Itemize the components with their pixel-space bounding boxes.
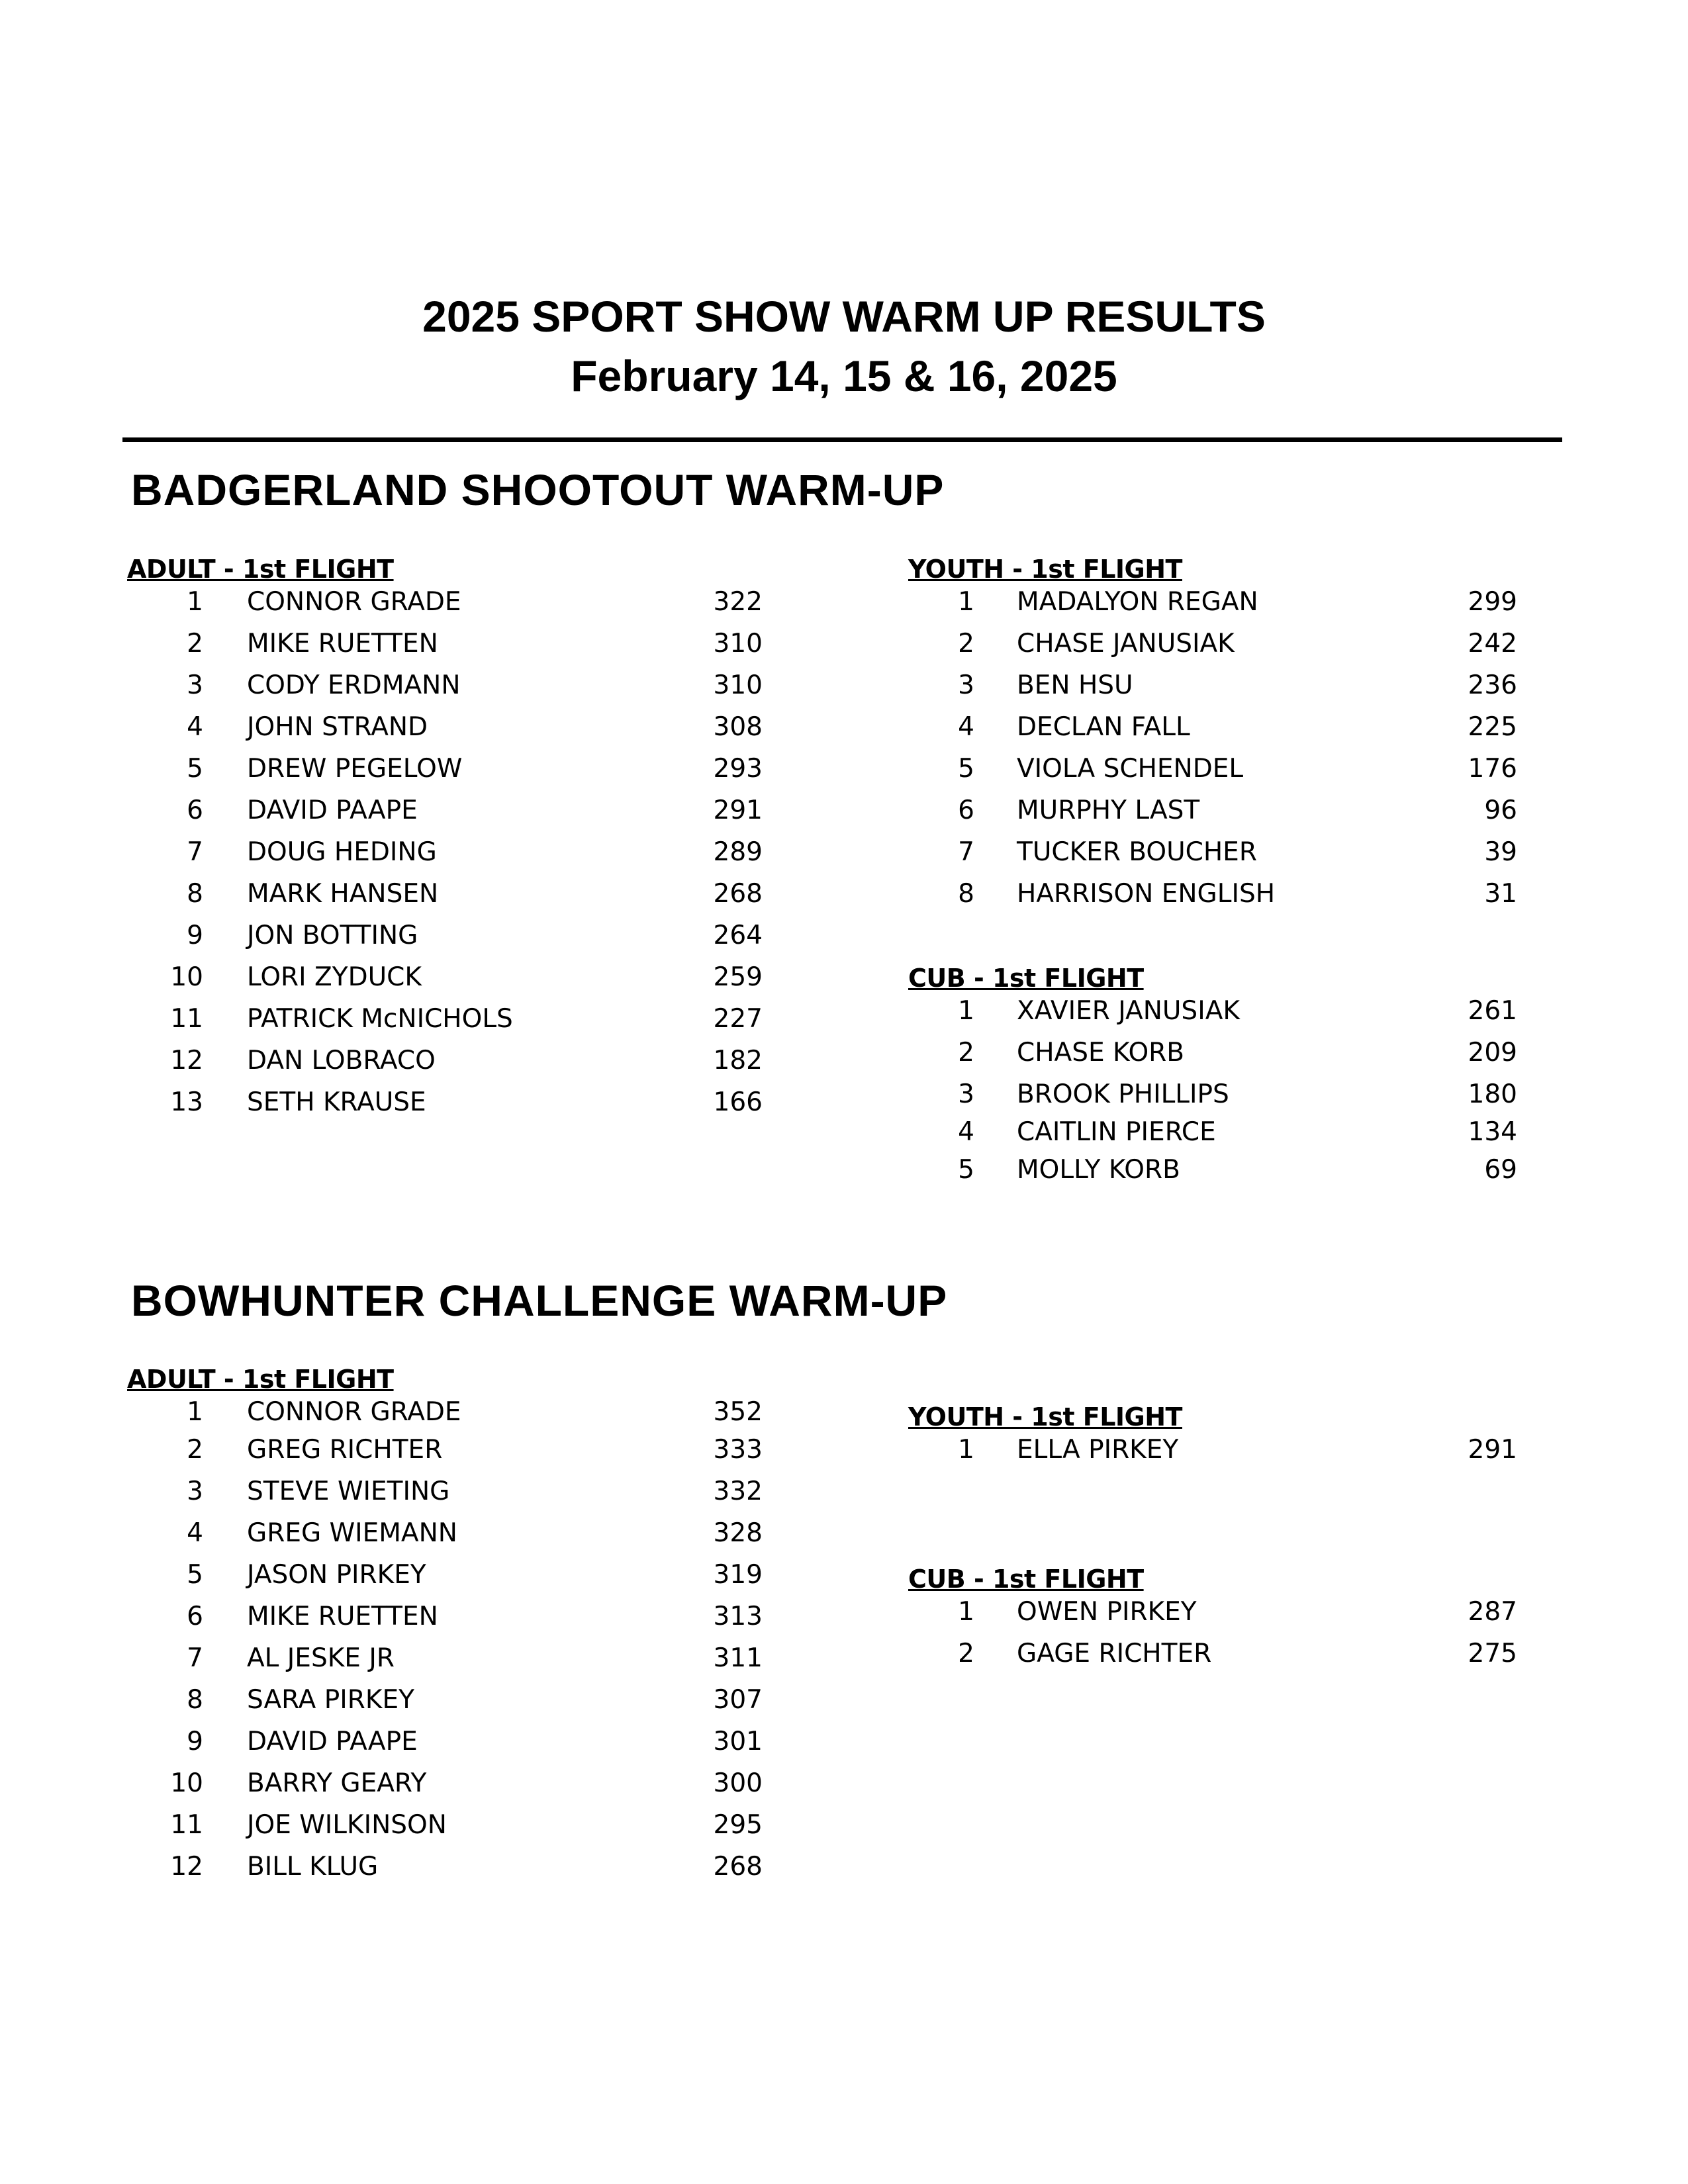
result-row <box>127 1767 763 1809</box>
archer-name: MARK HANSEN <box>247 879 439 909</box>
archer-name: GREG WIEMANN <box>247 1518 457 1548</box>
result-row <box>908 1433 1530 1475</box>
archer-name: CONNOR GRADE <box>247 1397 461 1427</box>
rank: 4 <box>958 1117 974 1147</box>
archer-name: MIKE RUETTEN <box>247 629 438 659</box>
result-row <box>908 1116 1530 1154</box>
rank: 2 <box>958 629 974 659</box>
archer-name: SARA PIRKEY <box>247 1685 414 1715</box>
rank: 9 <box>187 921 203 950</box>
score: 319 <box>713 1560 763 1590</box>
result-row <box>908 586 1530 627</box>
result-row <box>127 711 763 752</box>
rank: 3 <box>958 1079 974 1109</box>
result-row <box>908 1036 1530 1078</box>
rank: 8 <box>958 879 974 909</box>
rank: 5 <box>958 1155 974 1185</box>
rank: 4 <box>187 1518 203 1548</box>
score: 134 <box>1468 1117 1517 1147</box>
result-row <box>908 1596 1530 1637</box>
score: 236 <box>1468 670 1517 700</box>
archer-name: MURPHY LAST <box>1017 796 1200 825</box>
result-row <box>127 878 763 919</box>
archer-name: BROOK PHILLIPS <box>1017 1079 1229 1109</box>
badgerland-adult-list <box>127 553 763 1128</box>
result-row <box>908 752 1530 794</box>
rank: 3 <box>187 670 203 700</box>
bowhunter-adult-list <box>127 1363 763 1892</box>
rank: 12 <box>170 1852 203 1882</box>
result-row <box>908 995 1530 1036</box>
result-row <box>127 1475 763 1517</box>
rank: 11 <box>170 1810 203 1840</box>
rank: 1 <box>958 587 974 617</box>
score: 166 <box>713 1087 763 1117</box>
archer-name: SETH KRAUSE <box>247 1087 426 1117</box>
archer-name: JOE WILKINSON <box>247 1810 447 1840</box>
rank: 6 <box>187 1602 203 1631</box>
flight-heading: YOUTH - 1st FLIGHT <box>908 555 1182 584</box>
score: 261 <box>1468 996 1517 1026</box>
rank: 8 <box>187 879 203 909</box>
archer-name: CHASE JANUSIAK <box>1017 629 1235 659</box>
flight-heading: CUB - 1st FLIGHT <box>908 1565 1144 1594</box>
section-title-bowhunter: BOWHUNTER CHALLENGE WARM-UP <box>131 1276 948 1325</box>
score: 333 <box>713 1435 763 1465</box>
rank: 2 <box>187 629 203 659</box>
result-row <box>127 586 763 627</box>
rank: 2 <box>958 1038 974 1068</box>
rank: 1 <box>958 996 974 1026</box>
page-subtitle: February 14, 15 & 16, 2025 <box>571 351 1117 400</box>
rank: 9 <box>187 1727 203 1756</box>
score: 209 <box>1468 1038 1517 1068</box>
archer-name: JON BOTTING <box>247 921 418 950</box>
score: 268 <box>713 1852 763 1882</box>
result-row <box>127 752 763 794</box>
score: 308 <box>713 712 763 742</box>
score: 180 <box>1468 1079 1517 1109</box>
score: 291 <box>1468 1435 1517 1465</box>
score: 295 <box>713 1810 763 1840</box>
result-row <box>127 669 763 711</box>
score: 313 <box>713 1602 763 1631</box>
rank: 7 <box>187 837 203 867</box>
score: 322 <box>713 587 763 617</box>
score: 328 <box>713 1518 763 1548</box>
score: 264 <box>713 921 763 950</box>
archer-name: OWEN PIRKEY <box>1017 1597 1197 1627</box>
archer-name: AL JESKE JR <box>247 1643 395 1673</box>
result-row <box>127 1003 763 1044</box>
rank: 7 <box>187 1643 203 1673</box>
result-row <box>127 1850 763 1892</box>
rank: 6 <box>187 796 203 825</box>
result-row <box>908 669 1530 711</box>
archer-name: MIKE RUETTEN <box>247 1602 438 1631</box>
score: 227 <box>713 1004 763 1034</box>
archer-name: CODY ERDMANN <box>247 670 461 700</box>
archer-name: DAVID PAAPE <box>247 796 418 825</box>
result-row <box>908 711 1530 752</box>
result-row <box>127 1396 763 1433</box>
result-row <box>908 794 1530 836</box>
rank: 3 <box>958 670 974 700</box>
result-row <box>127 1725 763 1767</box>
score: 332 <box>713 1477 763 1506</box>
result-row <box>908 627 1530 669</box>
archer-name: TUCKER BOUCHER <box>1017 837 1257 867</box>
rank: 1 <box>958 1435 974 1465</box>
result-row <box>908 836 1530 878</box>
score: 301 <box>713 1727 763 1756</box>
score: 39 <box>1484 837 1517 867</box>
rank: 8 <box>187 1685 203 1715</box>
archer-name: BARRY GEARY <box>247 1768 427 1798</box>
score: 268 <box>713 879 763 909</box>
score: 310 <box>713 670 763 700</box>
archer-name: BILL KLUG <box>247 1852 379 1882</box>
rank: 13 <box>170 1087 203 1117</box>
result-row <box>908 1078 1530 1116</box>
archer-name: DAN LOBRACO <box>247 1046 436 1075</box>
score: 293 <box>713 754 763 784</box>
rank: 5 <box>187 1560 203 1590</box>
archer-name: DAVID PAAPE <box>247 1727 418 1756</box>
rank: 1 <box>187 587 203 617</box>
rank: 4 <box>187 712 203 742</box>
result-row <box>127 961 763 1003</box>
rank: 7 <box>958 837 974 867</box>
archer-name: XAVIER JANUSIAK <box>1017 996 1240 1026</box>
page-title: 2025 SPORT SHOW WARM UP RESULTS <box>422 292 1266 341</box>
archer-name: STEVE WIETING <box>247 1477 450 1506</box>
rank: 10 <box>170 1768 203 1798</box>
rank: 5 <box>187 754 203 784</box>
archer-name: DECLAN FALL <box>1017 712 1190 742</box>
score: 259 <box>713 962 763 992</box>
header-divider <box>122 437 1562 442</box>
flight-heading: YOUTH - 1st FLIGHT <box>908 1402 1182 1432</box>
archer-name: VIOLA SCHENDEL <box>1017 754 1244 784</box>
score: 311 <box>713 1643 763 1673</box>
rank: 5 <box>958 754 974 784</box>
archer-name: HARRISON ENGLISH <box>1017 879 1276 909</box>
bowhunter-cub-list <box>908 1563 1530 1679</box>
score: 310 <box>713 629 763 659</box>
score: 69 <box>1484 1155 1517 1185</box>
score: 31 <box>1484 879 1517 909</box>
badgerland-cub-list <box>908 962 1530 1191</box>
result-row <box>127 627 763 669</box>
rank: 10 <box>170 962 203 992</box>
score: 300 <box>713 1768 763 1798</box>
score: 275 <box>1468 1639 1517 1668</box>
score: 96 <box>1484 796 1517 825</box>
archer-name: GAGE RICHTER <box>1017 1639 1212 1668</box>
result-row <box>127 1044 763 1086</box>
bowhunter-youth-list <box>908 1400 1530 1475</box>
result-row <box>127 1642 763 1684</box>
rank: 2 <box>187 1435 203 1465</box>
score: 287 <box>1468 1597 1517 1627</box>
archer-name: MADALYON REGAN <box>1017 587 1258 617</box>
result-row <box>127 1433 763 1475</box>
rank: 11 <box>170 1004 203 1034</box>
archer-name: ELLA PIRKEY <box>1017 1435 1179 1465</box>
result-row <box>127 1517 763 1559</box>
score: 299 <box>1468 587 1517 617</box>
archer-name: GREG RICHTER <box>247 1435 443 1465</box>
rank: 4 <box>958 712 974 742</box>
archer-name: LORI ZYDUCK <box>247 962 422 992</box>
section-title-badgerland: BADGERLAND SHOOTOUT WARM-UP <box>131 465 945 514</box>
archer-name: DOUG HEDING <box>247 837 437 867</box>
result-row <box>127 1684 763 1725</box>
rank: 3 <box>187 1477 203 1506</box>
result-row <box>908 1637 1530 1679</box>
score: 182 <box>713 1046 763 1075</box>
result-row <box>127 1086 763 1128</box>
score: 307 <box>713 1685 763 1715</box>
result-row <box>127 919 763 961</box>
score: 176 <box>1468 754 1517 784</box>
archer-name: JASON PIRKEY <box>247 1560 426 1590</box>
flight-heading: ADULT - 1st FLIGHT <box>127 1365 394 1394</box>
flight-heading: CUB - 1st FLIGHT <box>908 964 1144 993</box>
score: 291 <box>713 796 763 825</box>
flight-heading: ADULT - 1st FLIGHT <box>127 555 394 584</box>
rank: 12 <box>170 1046 203 1075</box>
score: 289 <box>713 837 763 867</box>
rank: 1 <box>187 1397 203 1427</box>
result-row <box>908 1154 1530 1191</box>
archer-name: JOHN STRAND <box>247 712 428 742</box>
result-row <box>127 794 763 836</box>
archer-name: CAITLIN PIERCE <box>1017 1117 1216 1147</box>
result-row <box>127 1809 763 1850</box>
archer-name: CHASE KORB <box>1017 1038 1185 1068</box>
rank: 6 <box>958 796 974 825</box>
badgerland-youth-list <box>908 553 1530 919</box>
score: 242 <box>1468 629 1517 659</box>
rank: 1 <box>958 1597 974 1627</box>
result-row <box>908 878 1530 919</box>
archer-name: PATRICK McNICHOLS <box>247 1004 513 1034</box>
archer-name: DREW PEGELOW <box>247 754 463 784</box>
score: 352 <box>713 1397 763 1427</box>
archer-name: CONNOR GRADE <box>247 587 461 617</box>
result-row <box>127 836 763 878</box>
score: 225 <box>1468 712 1517 742</box>
archer-name: MOLLY KORB <box>1017 1155 1180 1185</box>
rank: 2 <box>958 1639 974 1668</box>
archer-name: BEN HSU <box>1017 670 1133 700</box>
result-row <box>127 1559 763 1600</box>
result-row <box>127 1600 763 1642</box>
